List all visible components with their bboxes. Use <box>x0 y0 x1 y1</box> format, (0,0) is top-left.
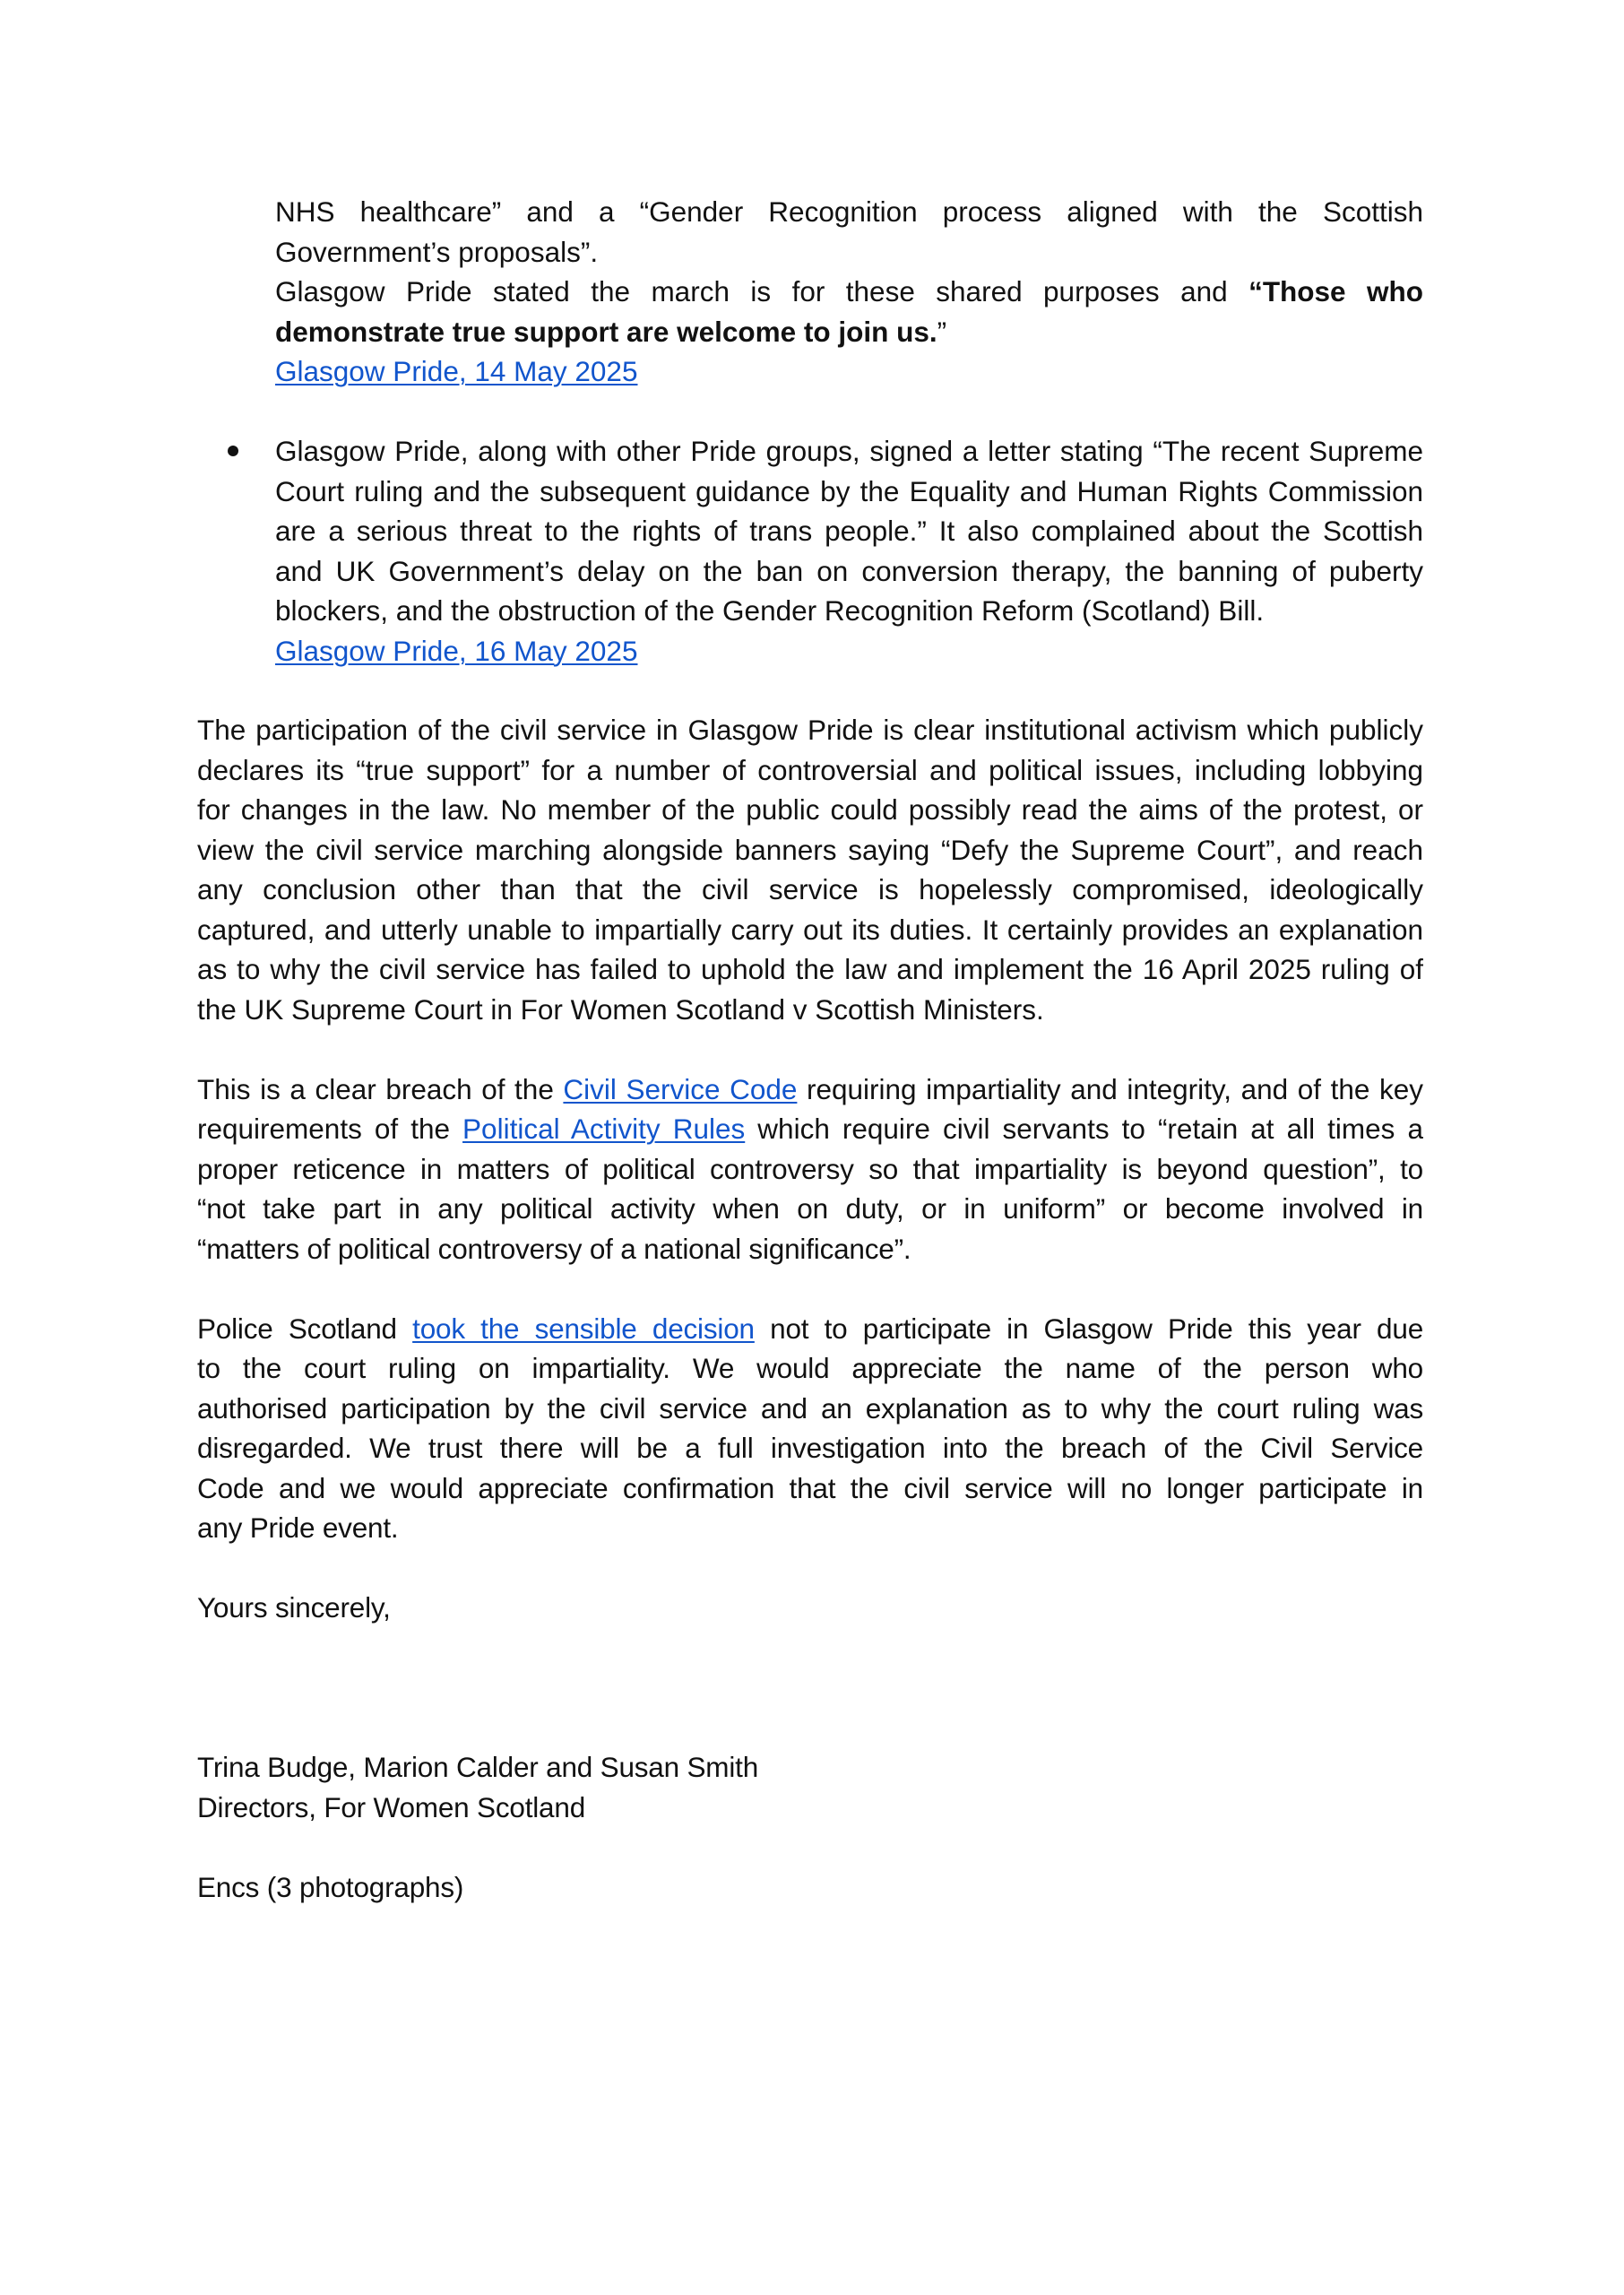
list-item-line: are a serious threat to the rights of trans people.” It also complained about the Scottish <box>275 515 1423 547</box>
civil-service-code-link[interactable]: Civil Service Code <box>563 1072 798 1105</box>
list-item-line: Glasgow Pride, along with other Pride groups, signed a letter stating “The recent Supreme <box>275 435 1423 467</box>
sensible-decision-link[interactable]: took the sensible decision <box>412 1312 755 1345</box>
bullet-icon <box>228 446 238 456</box>
paragraph-line: view the civil service marching alongside banners saying “Defy the Supreme Court”, and reach <box>197 833 1423 866</box>
source-link-line <box>275 631 1423 671</box>
paragraph-line: as to why the civil service has failed to uphold the law and implement the 16 April 2025 ruling of <box>197 953 1423 985</box>
paragraph-line: “not take part in any political activity when on duty, or in uniform” or become involved in <box>197 1192 1423 1225</box>
paragraph-line <box>197 1109 1423 1149</box>
paragraph-line: for changes in the law. No member of the public could possibly read the aims of the protest, or <box>197 793 1423 826</box>
paragraph-line: Code and we would appreciate confirmation that the civil service will no longer participate in <box>197 1471 1423 1504</box>
paragraph-police <box>197 1309 1423 1548</box>
spacer <box>197 1029 1423 1070</box>
list-item-statement-line <box>275 312 1423 352</box>
enclosures-note: Encs (3 photographs) <box>197 1870 464 1903</box>
paragraph-line <box>197 1309 1423 1349</box>
paragraph-line: captured, and utterly unable to impartially carry out its duties. It certainly provides an explanation <box>197 913 1423 946</box>
spacer <box>197 1548 1423 1589</box>
paragraph-line: declares its “true support” for a number of controversial and political issues, including lobbying <box>197 753 1423 786</box>
list-item-line: Government’s proposals”. <box>275 235 599 268</box>
paragraph-participation <box>197 710 1423 1029</box>
paragraph-line: any Pride event. <box>197 1511 399 1544</box>
list-item-line: Court ruling and the subsequent guidance by the Equality and Human Rights Commission <box>275 474 1423 507</box>
paragraph-line: any conclusion other than that the civil service is hopelessly compromised, ideologically <box>197 873 1423 905</box>
list-section <box>275 192 1423 671</box>
list-item-continued <box>275 192 1423 392</box>
spacer <box>197 1708 1423 1748</box>
list-item-line: and UK Government’s delay on the ban on conversion therapy, the banning of puberty <box>275 554 1423 587</box>
spacer <box>197 1827 1423 1867</box>
letter-body <box>197 710 1423 1907</box>
paragraph-text: which require civil servants to “retain at all times a <box>745 1113 1423 1145</box>
list-item-line: blockers, and the obstruction of the Gender Recognition Reform (Scotland) Bill. <box>275 594 1265 627</box>
paragraph-line: disregarded. We trust there will be a full investigation into the breach of the Civil Service <box>197 1432 1423 1464</box>
statement-quote-bold: demonstrate true support are welcome to join us. <box>275 315 937 348</box>
spacer <box>197 1667 1423 1708</box>
source-link-14-may[interactable]: Glasgow Pride, 14 May 2025 <box>275 355 638 387</box>
paragraph-line: authorised participation by the civil service and an explanation as to why the court ruling was <box>197 1391 1423 1425</box>
paragraph-line: the UK Supreme Court in For Women Scotland v Scottish Ministers. <box>197 992 1044 1026</box>
paragraph-line: proper reticence in matters of political controversy so that impartiality is beyond question”, to <box>197 1152 1423 1185</box>
spacer <box>197 1628 1423 1668</box>
political-activity-rules-link[interactable]: Political Activity Rules <box>462 1113 746 1145</box>
paragraph-breach <box>197 1070 1423 1269</box>
spacer <box>275 392 1423 432</box>
paragraph-text: not to participate in Glasgow Pride this year due <box>754 1312 1423 1345</box>
paragraph-line: The participation of the civil service in Glasgow Pride is clear institutional activism which publicly <box>197 714 1423 746</box>
source-link-16-may[interactable]: Glasgow Pride, 16 May 2025 <box>275 634 638 667</box>
list-item-bullet <box>275 431 1423 671</box>
statement-close-quote: ” <box>937 315 947 348</box>
paragraph-line <box>197 1070 1423 1110</box>
paragraph-text: Police Scotland <box>197 1312 413 1345</box>
paragraph-line: to the court ruling on impartiality. We would appreciate the name of the person who <box>197 1352 1423 1384</box>
spacer <box>197 1269 1423 1309</box>
signatories: Trina Budge, Marion Calder and Susan Smith <box>197 1751 759 1783</box>
paragraph-text: requiring impartiality and integrity, and of the key <box>797 1072 1423 1105</box>
paragraph-text: This is a clear breach of the <box>197 1072 564 1105</box>
salutation: Yours sincerely, <box>197 1591 391 1624</box>
signatory-title: Directors, For Women Scotland <box>197 1790 586 1823</box>
statement-quote-bold: “Those who <box>1248 275 1423 307</box>
list-item-statement-line <box>275 272 1423 312</box>
paragraph-text: requirements of the <box>197 1113 463 1145</box>
statement-text: Glasgow Pride stated the march is for these shared purposes and <box>275 275 1249 307</box>
paragraph-line: “matters of political controversy of a national significance”. <box>197 1232 911 1265</box>
list-item-line: NHS healthcare” and a “Gender Recognition process aligned with the Scottish <box>275 195 1423 228</box>
source-link-line <box>275 351 1423 392</box>
